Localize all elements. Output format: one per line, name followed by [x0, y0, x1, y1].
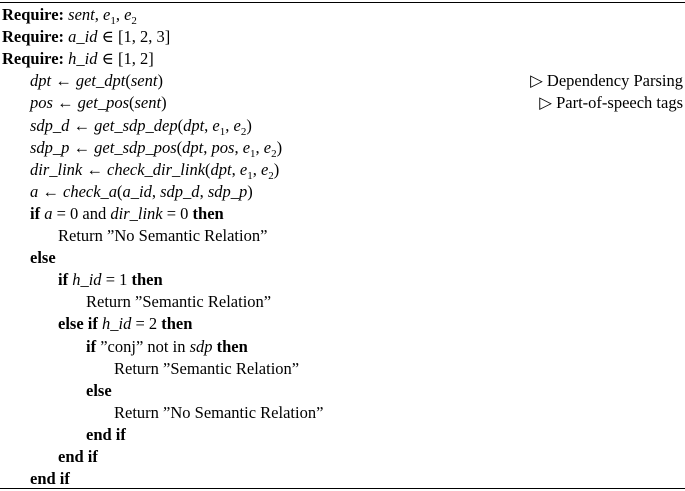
- algorithm-line-code: end if: [30, 469, 70, 489]
- algorithm-line-code: if ”conj” not in sdp then: [86, 336, 248, 356]
- algorithm-line-code: Require: sent, $e_1$, $e_2$: [2, 5, 137, 27]
- algorithm-line: [0, 269, 685, 291]
- algorithm-line-code: else: [86, 380, 112, 400]
- algorithm-line: [0, 225, 685, 247]
- algorithm-line: [0, 402, 685, 424]
- algorithm-line: [0, 247, 685, 269]
- algorithm-line: [0, 159, 685, 181]
- algorithm-line-code: Return ”No Semantic Relation”: [114, 402, 324, 422]
- algorithm-line-code: a ← check_a(a_id, sdp_d, sdp_p): [30, 181, 253, 201]
- algorithm-line-code: dpt ← get_dpt(sent): [30, 71, 163, 91]
- algorithm-line: [0, 203, 685, 225]
- algorithm-line-code: if h_id = 1 then: [58, 270, 163, 290]
- algorithm-line: [0, 424, 685, 446]
- algorithm-line: [0, 313, 685, 335]
- algorithm-line-code: end if: [86, 424, 126, 444]
- algorithm-line: [0, 181, 685, 203]
- algorithm-line-code: dir_link ← check_dir_link(dpt, $e_1$, $e_2$): [30, 159, 280, 182]
- algorithm-line: [0, 115, 685, 137]
- algorithm-line-code: sdp_p ← get_sdp_pos(dpt, pos, $e_1$, $e_2$): [30, 137, 283, 160]
- algorithm-line: [0, 446, 685, 468]
- algorithm-line-code: Require: h_id ∈ [1, 2]: [2, 49, 154, 69]
- algorithm-line: [0, 468, 685, 490]
- algorithm-line-code: Return ”Semantic Relation”: [86, 292, 272, 312]
- algorithm-line: [0, 336, 685, 358]
- algorithm-line: [0, 70, 685, 92]
- algorithm-line-code: Require: a_id ∈ [1, 2, 3]: [2, 27, 171, 47]
- algorithm-line-code: if a = 0 and dir_link = 0 then: [30, 203, 224, 223]
- bottom-rule: [0, 488, 685, 489]
- algorithm-line-code: else: [30, 248, 56, 268]
- algorithm-line-code: Return ”Semantic Relation”: [114, 358, 300, 378]
- top-rule: [0, 2, 685, 3]
- algorithm-line-code: end if: [58, 447, 98, 466]
- algorithm-line-comment: ▷ Dependency Parsing: [530, 71, 683, 91]
- algorithm-line-code: Return ”No Semantic Relation”: [58, 226, 268, 245]
- algorithm-line: [0, 26, 685, 48]
- algorithm-line: [0, 92, 685, 114]
- algorithm-line-code: else if h_id = 2 then: [58, 314, 193, 334]
- algorithm-line: [0, 358, 685, 380]
- algorithm-line: [0, 48, 685, 70]
- algorithm-line: [0, 291, 685, 313]
- algorithm-line: [0, 380, 685, 402]
- algorithm-line: [0, 137, 685, 159]
- algorithm-line-comment: ▷ Part-of-speech tags: [539, 93, 683, 113]
- algorithm-line-code: sdp_d ← get_sdp_dep(dpt, $e_1$, $e_2$): [30, 115, 252, 138]
- algorithm-line-code: pos ← get_pos(sent): [30, 93, 167, 113]
- algorithm-line: [0, 4, 685, 26]
